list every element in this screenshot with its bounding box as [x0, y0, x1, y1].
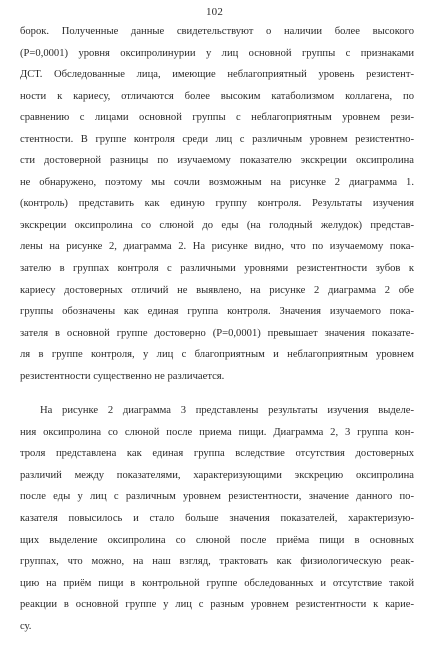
- text-line: резистентности существенно не различается.: [20, 370, 225, 382]
- body-text: [20, 21, 414, 637]
- paragraph-gap: [20, 387, 414, 400]
- text-line: после еды у лиц с различным уровнем резистентности, значение данного по-: [20, 491, 414, 503]
- text-line: троля представлена как единая группа вследствие отсутствия достоверных: [20, 448, 414, 460]
- text-line: сти достоверной разницы по изучаемому показателю экскреции оксипролина: [20, 155, 414, 167]
- text-line: различий между показателями, характеризующими экскрецию оксипролина: [20, 469, 414, 481]
- text-line: цию на приём пищи в контрольной группе обследованных и отсутствие такой: [20, 577, 414, 589]
- text-line: су.: [20, 620, 32, 632]
- text-line: группы обозначены как единая группа контроля. Значения изучаемого пока-: [20, 306, 414, 318]
- text-line: ля в группе контроля, у лиц с благоприятным и неблагоприятным уровнем: [20, 349, 414, 361]
- text-line: ДСТ. Обследованные лица, имеющие неблагоприятный уровень резистент-: [20, 69, 414, 81]
- text-line: стентности. В группе контроля среди лиц с различным уровнем резистентно-: [20, 133, 414, 145]
- text-line: На рисунке 2 диаграмма 3 представлены результаты изучения выделе-: [40, 405, 414, 417]
- text-line: экскреции оксипролина со слюной до еды (на голодный желудок) представ-: [20, 219, 414, 231]
- text-line: казателя повысилось и стало больше значения показателей, характеризую-: [20, 513, 414, 525]
- page-number: 102: [205, 6, 224, 18]
- paragraph-2: [20, 400, 414, 637]
- text-line: (Р=0,0001) уровня оксипролинурии у лиц основной группы с признаками: [20, 47, 414, 59]
- text-line: (контроль) представить как единую группу контроля. Результаты изучения: [20, 198, 414, 210]
- text-line: ния оксипролина со слюной после приема пищи. Диаграмма 2, 3 группа кон-: [20, 426, 414, 438]
- text-line: зателя в основной группе достоверно (Р=0,0001) превышает значения показате-: [20, 327, 414, 339]
- text-line: лены на рисунке 2, диаграмма 2. На рисунке видно, что по изучаемому пока-: [20, 241, 414, 253]
- text-line: сравнению с лицами основной группы с неблагоприятным уровнем рези-: [20, 112, 414, 124]
- text-line: кариесу достоверных отличий не выявлено, на рисунке 2 диаграмма 2 обе: [20, 284, 414, 296]
- paragraph-1: [20, 21, 414, 387]
- text-line: борок. Полученные данные свидетельствуют о наличии более высокого: [20, 26, 414, 37]
- text-line: группах, что можно, на наш взгляд, трактовать как физиологическую реак-: [20, 556, 414, 568]
- text-line: щих выделение оксипролина со слюной после приёма пищи в основных: [20, 534, 414, 546]
- text-line: ности к кариесу, отличаются более высоким катаболизмом коллагена, по: [20, 90, 414, 102]
- text-line: реакции в основной группе у лиц с разным уровнем резистентности к карие-: [20, 599, 414, 611]
- text-line: зателю в группах контроля с различными уровнями резистентности зубов к: [20, 263, 414, 275]
- text-line: не обнаружено, поэтому мы сочли возможным на рисунке 2 диаграмма 1.: [20, 176, 414, 188]
